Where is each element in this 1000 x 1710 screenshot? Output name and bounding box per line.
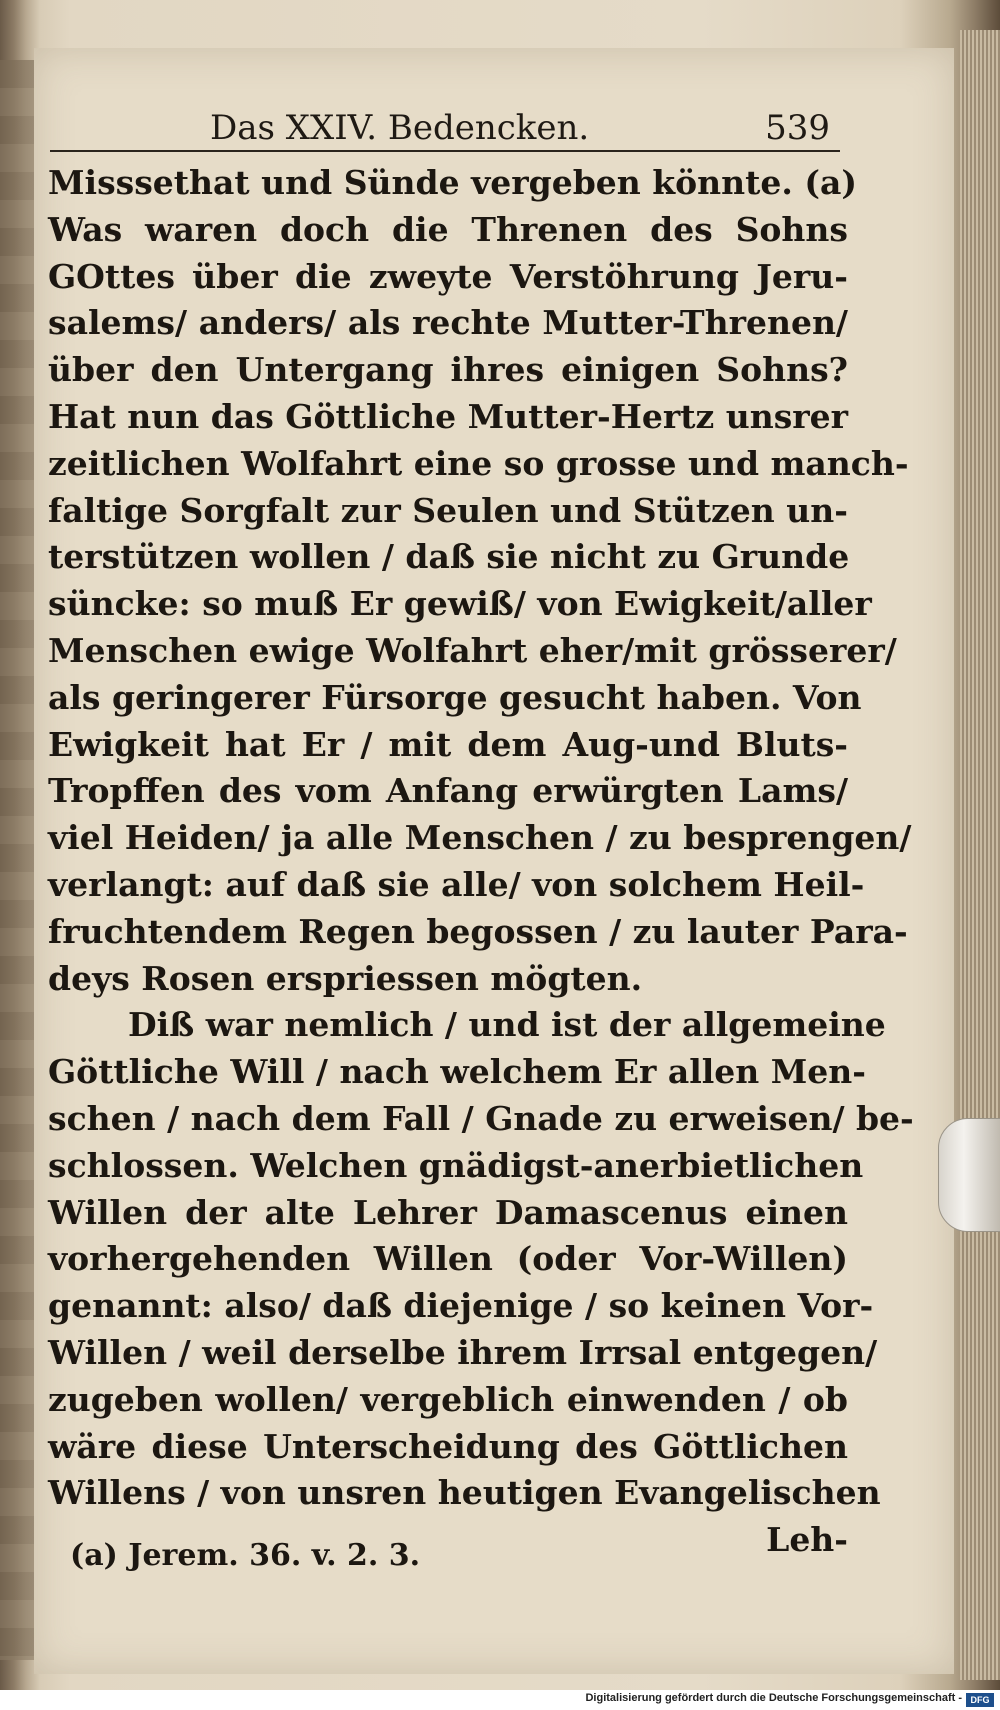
catchword: Leh- (766, 1520, 848, 1560)
text-line: vorhergehenden Willen (oder Vor-Willen) (48, 1239, 848, 1279)
facing-page-strip (0, 60, 34, 1660)
text-line: Willen der alte Lehrer Damascenus einen (48, 1192, 848, 1232)
text-line: Misssethat und Sünde vergeben könnte. (a) (48, 163, 857, 202)
text-line: genannt: also/ daß diejenige / so keinen Vor- (48, 1286, 874, 1326)
text-line: schlossen. Welchen gnädigst-anerbietlichen (48, 1145, 864, 1185)
text-line: deys Rosen erspriessen mögten. (48, 958, 643, 998)
running-title: Das XXIV. Bedencken. (210, 108, 590, 148)
text-line: fruchtendem Regen begossen / zu lauter Para- (48, 911, 908, 951)
dfg-logo: DFG (966, 1693, 994, 1707)
text-line: wäre diese Unterscheidung des Göttlichen (48, 1426, 848, 1466)
text-line: süncke: so muß Er gewiß/ von Ewigkeit/aller (48, 584, 872, 624)
funding-credit: Digitalisierung gefördert durch die Deutsche Forschungsgemeinschaft - (585, 1692, 962, 1704)
text-line: faltige Sorgfalt zur Seulen und Stützen un- (48, 490, 848, 530)
text-line: viel Heiden/ ja alle Menschen / zu besprengen/ (48, 818, 912, 858)
page-number: 539 (765, 108, 830, 148)
text-line: Tropffen des vom Anfang erwürgten Lams/ (48, 771, 848, 811)
text-line: Ewigkeit hat Er / mit dem Aug-und Bluts- (48, 724, 848, 764)
book-clasp (938, 1118, 1000, 1232)
header-rule (50, 150, 840, 152)
text-line: Hat nun das Göttliche Mutter-Hertz unsrer (48, 396, 849, 436)
body-text (48, 160, 914, 1564)
text-line: schen / nach dem Fall / Gnade zu erweisen/ be- (48, 1098, 914, 1138)
text-line: terstützen wollen / daß sie nicht zu Grunde (48, 537, 850, 577)
page-header (210, 108, 830, 148)
text-line: als geringerer Fürsorge gesucht haben. Von (48, 677, 862, 717)
text-line: zeitlichen Wolfahrt eine so grosse und manch- (48, 443, 909, 483)
text-line: Göttliche Will / nach welchem Er allen Men- (48, 1052, 866, 1092)
text-line: Willen / weil derselbe ihrem Irrsal entgegen/ (48, 1332, 878, 1372)
page-edges (960, 30, 1000, 1680)
text-line: GOttes über die zweyte Verstöhrung Jeru- (48, 256, 848, 296)
text-line: Menschen ewige Wolfahrt eher/mit grösserer/ (48, 630, 897, 670)
text-line: über den Untergang ihres einigen Sohns? (48, 350, 848, 390)
digitization-footer (0, 1690, 1000, 1710)
text-line: Diß war nemlich / und ist der allgemeine (128, 1005, 886, 1045)
footnote: (a) Jerem. 36. v. 2. 3. (70, 1538, 421, 1573)
text-line: salems/ anders/ als rechte Mutter-Threnen/ (48, 303, 848, 343)
text-line: Willens / von unsren heutigen Evangelischen (48, 1473, 881, 1513)
text-line: zugeben wollen/ vergeblich einwenden / ob (48, 1379, 848, 1419)
text-line: verlangt: auf daß sie alle/ von solchem Heil- (48, 864, 865, 904)
text-line: Was waren doch die Threnen des Sohns (48, 209, 848, 249)
